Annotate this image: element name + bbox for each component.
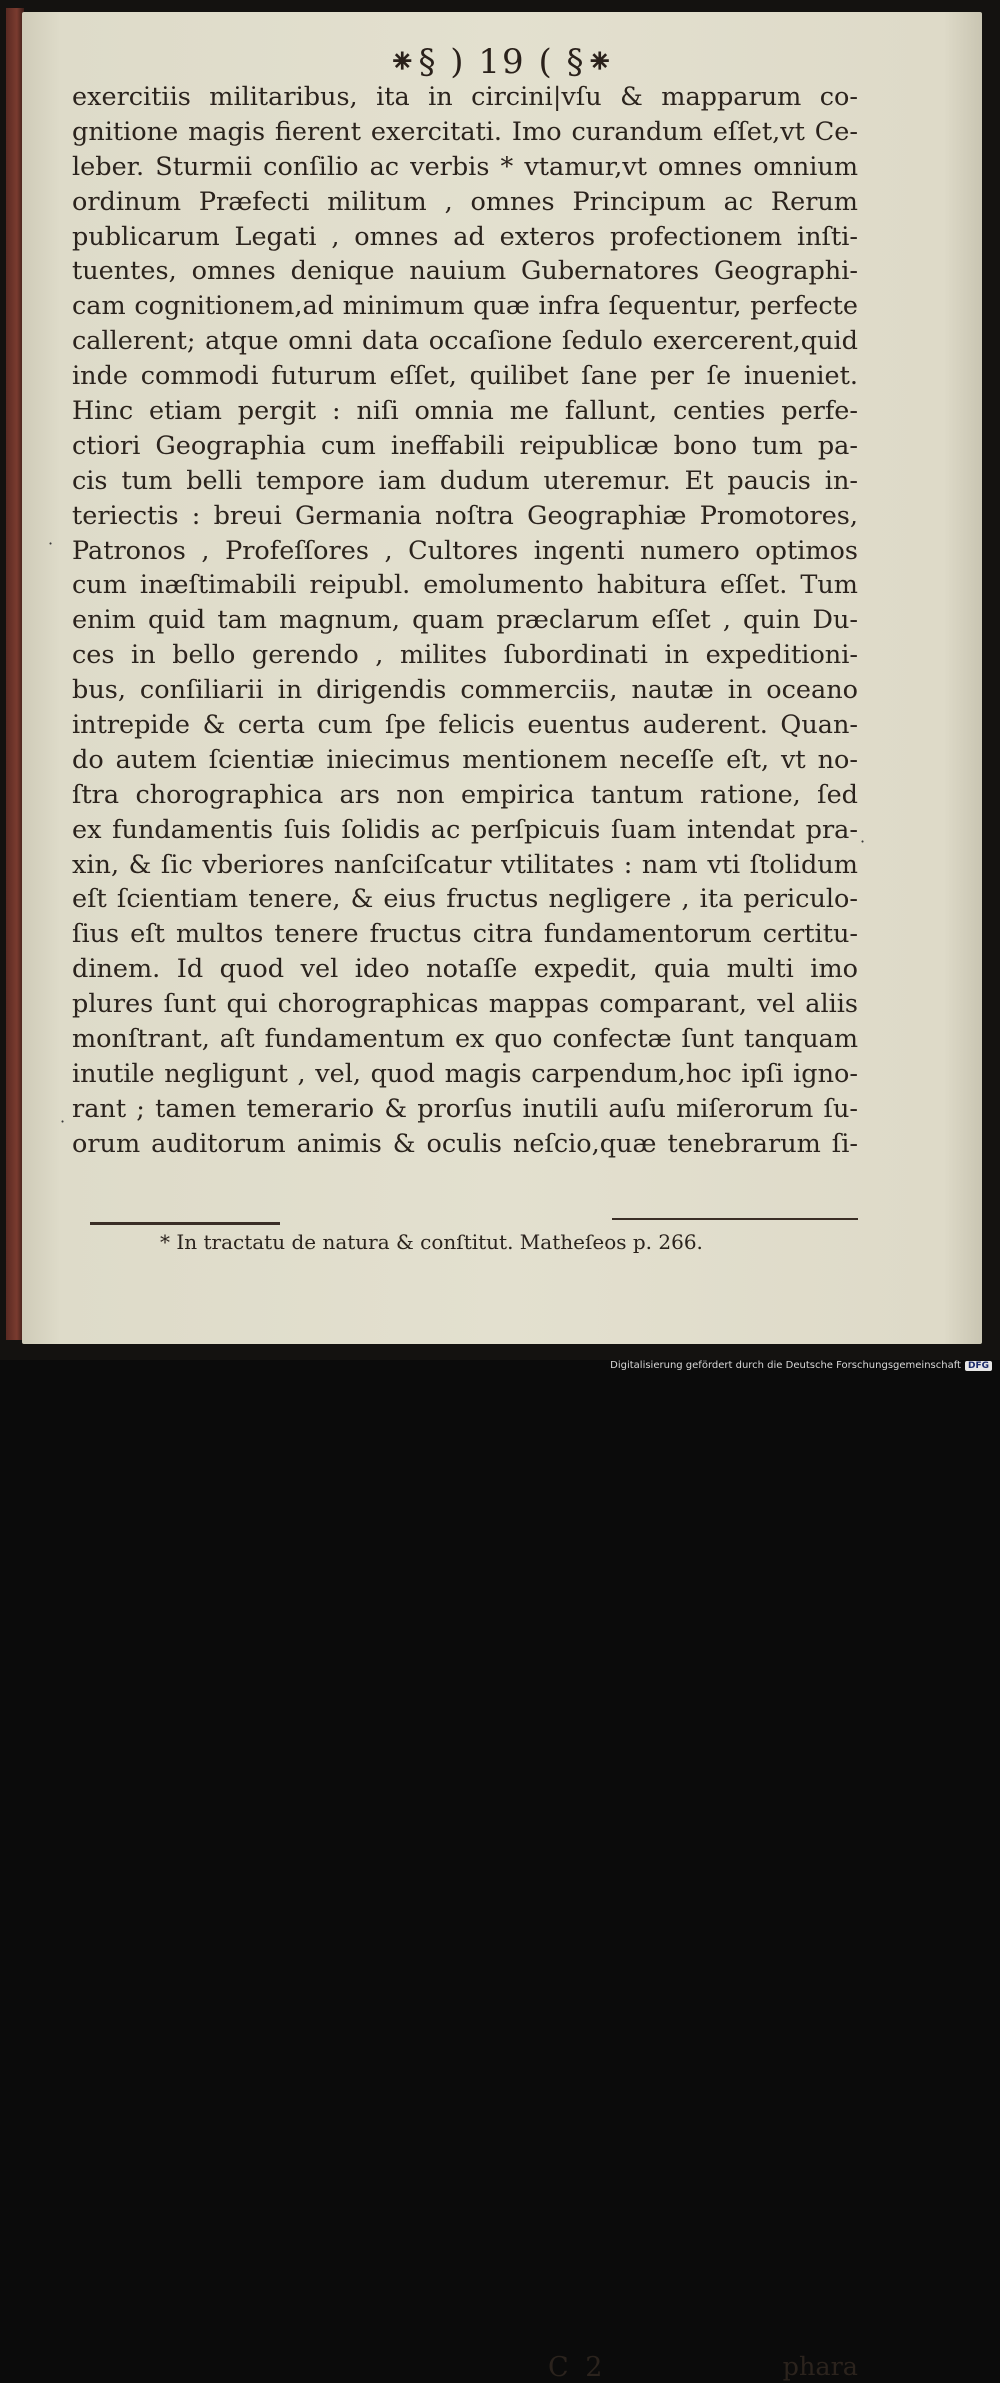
text-line: monſtrant, aſt fundamentum ex quo confectæ ſunt tanquam — [72, 1024, 858, 1055]
text-line: ex fundamentis ſuis ſolidis ac perſpicuis ſuam intendat pra- — [72, 814, 858, 845]
text-line: exercitiis militaribus, ita in circini|vſu & mapparum co- — [72, 82, 858, 112]
footnote-rule-right — [612, 1218, 858, 1220]
text-line: Hinc etiam pergit : niſi omnia me fallunt, centies perfe- — [72, 396, 858, 427]
text-line: enim quid tam magnum, quam præclarum eſſet , quin Du- — [72, 605, 858, 636]
margin-dot: · — [48, 534, 54, 553]
credit-text: Digitalisierung gefördert durch die Deutsche Forschungsgemeinschaft — [610, 1360, 961, 1371]
text-line: cum inæſtimabili reipubl. emolumento habitura eſſet. Tum — [72, 570, 858, 601]
text-line: rant ; tamen temerario & prorſus inutili auſu miſerorum ſu- — [72, 1093, 858, 1124]
text-line: orum auditorum animis & oculis neſcio,quæ tenebrarum ſi- — [72, 1128, 858, 1159]
text-line: ces in bello gerendo , milites ſubordinati in expeditioni- — [72, 640, 858, 671]
text-line: ctiori Geographia cum ineffabili reipublicæ bono tum pa- — [72, 430, 858, 461]
text-line: intrepide & certa cum ſpe felicis euentus auderent. Quan- — [72, 710, 858, 741]
text-line: teriectis : breui Germania noſtra Geographiæ Promotores, — [72, 500, 858, 531]
text-line: tuentes, omnes denique nauium Gubernatores Geographi- — [72, 256, 858, 287]
text-line: Patronos , Profeſſores , Cultores ingenti numero optimos — [72, 535, 858, 566]
digitization-credit — [610, 1360, 992, 1371]
margin-dot: · — [860, 832, 866, 851]
text-line: xin, & ſic vberiores nanſciſcatur vtilitates : nam vti ſtolidum — [72, 849, 858, 880]
text-line: cam cognitionem,ad minimum quæ infra ſequentur, perfecte — [72, 291, 858, 322]
text-line: cis tum belli tempore iam dudum uteremur. Et paucis in- — [72, 465, 858, 496]
text-line: eſt ſcientiam tenere, & eius fructus negligere , ita periculo- — [72, 884, 858, 915]
text-line: publicarum Legati , omnes ad exteros profectionem inſti- — [72, 221, 858, 252]
text-line: dinem. Id quod vel ideo notaſſe expedit, quia multi imo — [72, 954, 858, 985]
text-line: ſtra chorographica ars non empirica tantum ratione, ſed — [72, 779, 858, 810]
catchword: phara — [782, 2352, 858, 2382]
text-line: ſius eſt multos tenere fructus citra fundamentorum certitu- — [72, 919, 858, 950]
text-line: bus, conſiliarii in dirigendis commerciis, nautæ in oceano — [72, 675, 858, 706]
signature-mark: C 2 — [548, 2352, 607, 2383]
footnote-rule-left — [90, 1222, 280, 1225]
text-line: gnitione magis fierent exercitati. Imo curandum eſſet,vt Ce- — [72, 116, 858, 147]
text-line: leber. Sturmii conſilio ac verbis * vtamur,vt omnes omnium — [72, 151, 858, 182]
text-line: do autem ſcientiæ iniecimus mentionem neceſſe eſt, vt no- — [72, 744, 858, 775]
page-header: ⁕§ ) 19 ( §⁕ — [388, 42, 616, 82]
text-line: plures ſunt qui chorographicas mappas comparant, vel aliis — [72, 989, 858, 1020]
text-line: inde commodi futurum eſſet, quilibet ſane per ſe inueniet. — [72, 361, 858, 392]
text-line: inutile negligunt , vel, quod magis carpendum,hoc ipſi igno- — [72, 1058, 858, 1089]
body-text — [72, 80, 858, 1162]
margin-dot: · — [60, 1112, 66, 1131]
dfg-logo: DFG — [965, 1361, 992, 1371]
footnote: * In tractatu de natura & conſtitut. Matheſeos p. 266. — [160, 1230, 703, 1254]
text-line: ordinum Præfecti militum , omnes Principum ac Rerum — [72, 186, 858, 217]
text-line: callerent; atque omni data occaſione ſedulo exercerent,quid — [72, 326, 858, 357]
